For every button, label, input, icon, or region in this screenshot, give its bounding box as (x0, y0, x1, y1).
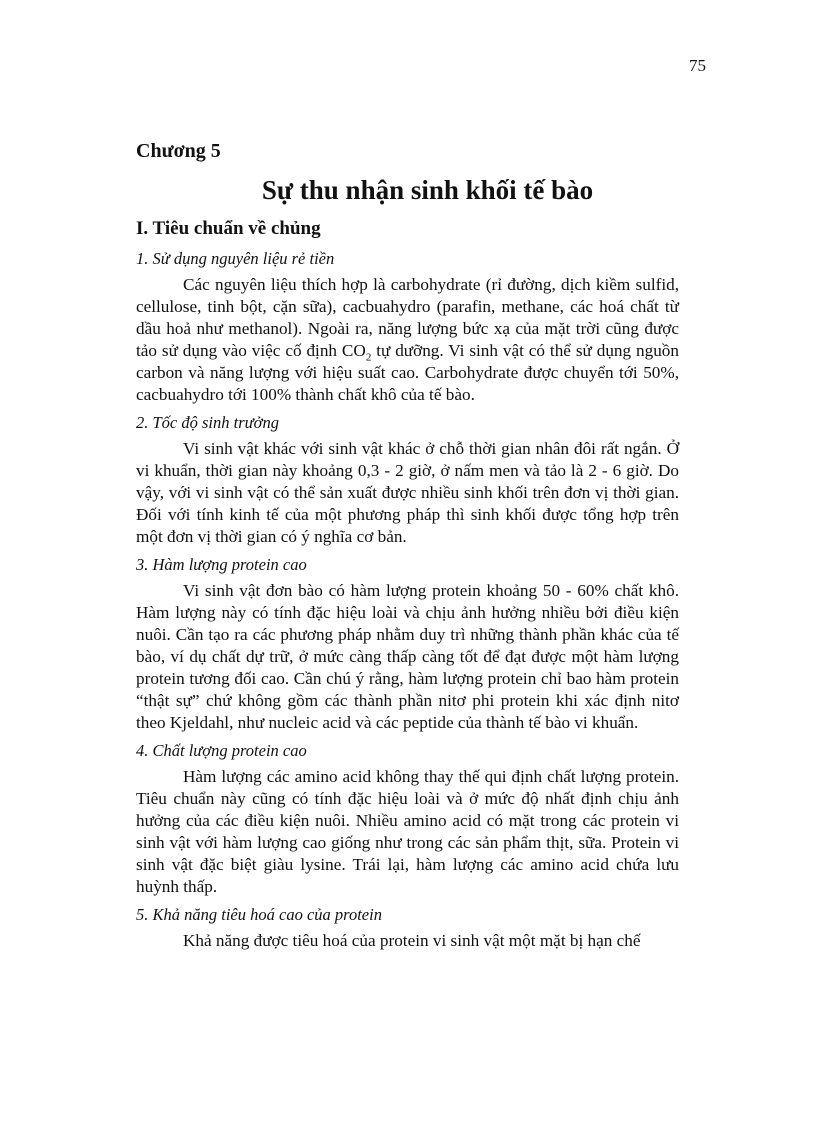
chapter-label: Chương 5 (136, 140, 221, 162)
subsection-heading: 5. Khả năng tiêu hoá cao của protein (136, 905, 382, 924)
paragraph (136, 274, 679, 406)
subsection-heading: 4. Chất lượng protein cao (136, 741, 307, 760)
chapter-title: Sự thu nhận sinh khối tế bào (261, 175, 594, 205)
paragraph: Vi sinh vật đơn bào có hàm lượng protein khoảng 50 - 60% chất khô. Hàm lượng này có tính đặc hiệu loài và chịu ảnh hưởng nhiều bởi điều kiện nuôi. Cần tạo ra các phương pháp nhằm duy trì những thành phần khác của tế bào, ví dụ chất dự trữ, ở mức càng thấp càng tốt để đạt được một hàm lượng protein tương đối cao. Cần chú ý rằng, hàm lượng protein chỉ bao hàm protein “thật sự” chứ không gồm các thành phần nitơ phi protein khi xác định nitơ theo Kjeldahl, như nucleic acid và các peptide của thành tế bào vi khuẩn. (136, 581, 679, 732)
subsection-heading: 3. Hàm lượng protein cao (136, 555, 307, 574)
paragraph: Hàm lượng các amino acid không thay thế qui định chất lượng protein. Tiêu chuẩn này cũng có tính đặc hiệu loài và ở mức độ nhất định chịu ảnh hưởng của các điều kiện nuôi. Nhiều amino acid có mặt trong các protein vi sinh vật với hàm lượng cao giống như trong các sản phẩm thịt, sữa. Protein vi sinh vật đặc biệt giàu lysine. Trái lại, hàm lượng các amino acid chứa lưu huỳnh thấp. (136, 767, 679, 896)
page-content (136, 138, 679, 955)
paragraph-text: Các nguyên liệu thích hợp là carbohydrate (rỉ đường, dịch kiềm sulfid, cellulose, tinh bột, cặn sữa), cacbuahydro (parafin, methane, các hoá chất từ dầu hoả như methanol). Ngoài ra, năng lượng bức xạ của mặt trời cũng được tảo sử dụng vào việc cố định CO (136, 275, 679, 360)
paragraph-text: tự dưỡng. Vi sinh vật có thể sử dụng nguồn carbon và năng lượng với hiệu suất cao. Carbohydrate được chuyển tới 50%, cacbuahydro tới 100% thành chất khô của tế bào. (136, 341, 679, 404)
subsection-heading: 2. Tốc độ sinh trưởng (136, 413, 279, 432)
section-heading: I. Tiêu chuẩn về chủng (136, 218, 321, 239)
subsection-heading: 1. Sử dụng nguyên liệu rẻ tiền (136, 249, 335, 268)
paragraph: Khả năng được tiêu hoá của protein vi sinh vật một mặt bị hạn chế (183, 931, 641, 950)
paragraph: Vi sinh vật khác với sinh vật khác ở chỗ thời gian nhân đôi rất ngắn. Ở vi khuẩn, thời gian này khoảng 0,3 - 2 giờ, ở nấm men và tảo là 2 - 6 giờ. Do vậy, với vi sinh vật có thể sản xuất được nhiều sinh khối trên đơn vị thời gian. Đối với tính kinh tế của một phương pháp thì sinh khối được tổng hợp trên một đơn vị thời gian có ý nghĩa cơ bản. (136, 439, 679, 546)
page-number: 75 (689, 56, 706, 75)
subscript: 2 (365, 351, 372, 364)
